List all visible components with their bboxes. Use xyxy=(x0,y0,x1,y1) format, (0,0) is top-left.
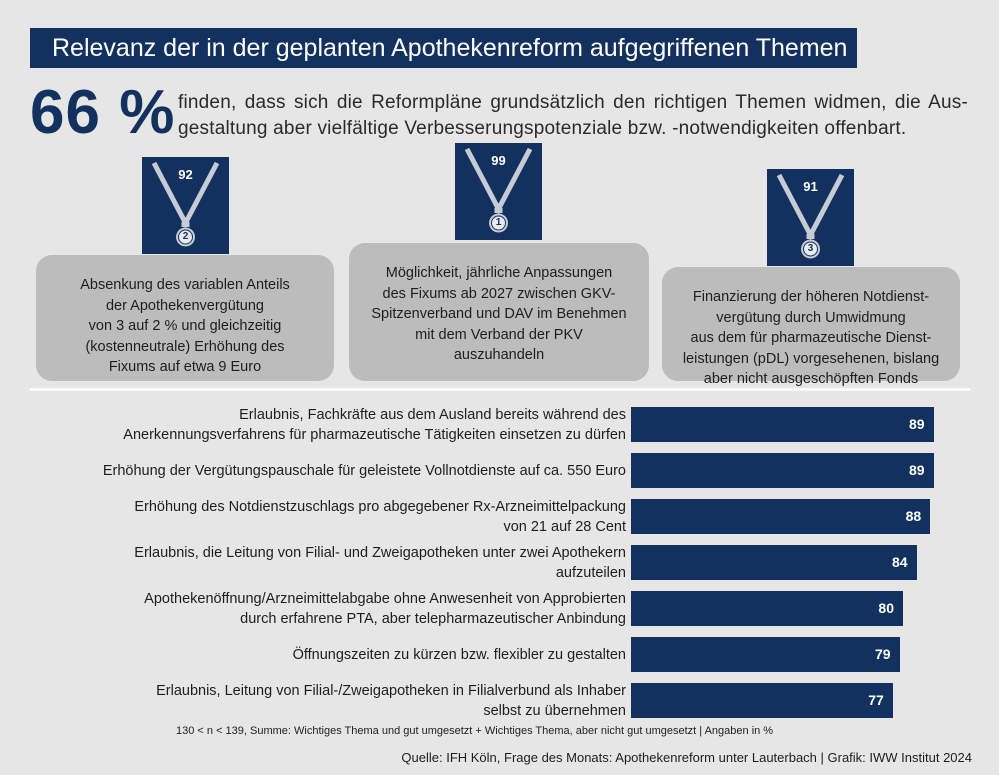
bar-label-line: Erlaubnis, Leitung von Filial-/Zweigapotheken in Filialverbund als Inhaber xyxy=(156,682,626,699)
card-text-line: aus dem für pharmazeutische Dienst- xyxy=(690,330,932,346)
ribbon-value: 99 xyxy=(491,153,506,168)
bar-label-line: selbst zu übernehmen xyxy=(483,702,626,719)
ribbon-value: 91 xyxy=(803,179,818,194)
bar xyxy=(631,545,917,580)
bar-label xyxy=(26,543,626,583)
bar-label xyxy=(26,645,626,665)
bar-label xyxy=(26,461,626,481)
bar-label xyxy=(26,681,626,721)
card-text-line: mit dem Verband der PKV xyxy=(415,326,583,343)
medal-rank: 3 xyxy=(807,243,814,254)
bar xyxy=(631,407,934,442)
card-text-line: des Fixums ab 2027 zwischen GKV- xyxy=(382,285,616,302)
bar-value: 89 xyxy=(909,462,925,478)
bar-label xyxy=(26,405,626,445)
bar-value: 79 xyxy=(875,646,891,662)
bar xyxy=(631,591,903,626)
bar-value: 80 xyxy=(878,600,894,616)
headline-value: 66 % xyxy=(30,78,176,147)
bar-value: 89 xyxy=(909,416,925,432)
bar-label-line: Erhöhung der Vergütungspauschale für geleistete Vollnotdienste auf ca. 550 Euro xyxy=(102,462,626,479)
podium-card-rank-1 xyxy=(349,243,649,381)
card-text-line: der Apothekenvergütung xyxy=(105,297,264,314)
ribbon-value: 92 xyxy=(178,167,193,182)
bar-value: 77 xyxy=(868,692,884,708)
card-text-line: leistungen (pDL) vorgesehenen, bislang xyxy=(682,350,940,367)
bar-label-line: aufzuteilen xyxy=(555,564,626,581)
card-text-line: Spitzenverband und DAV im Benehmen xyxy=(371,306,627,322)
ribbon-rank-1 xyxy=(455,143,542,240)
bar-label-line: Öffnungszeiten zu kürzen bzw. flexibler zu gestalten xyxy=(292,646,626,663)
bar-label xyxy=(26,497,626,537)
bar-label-line: Erlaubnis, Fachkräfte aus dem Ausland bereits während des xyxy=(239,406,626,423)
bar xyxy=(631,453,934,488)
bar xyxy=(631,683,893,718)
card-text-line: von 3 auf 2 % und gleichzeitig xyxy=(88,318,282,334)
ribbon-rank-2 xyxy=(142,157,229,254)
bar-label-line: Apothekenöffnung/Arzneimittelabgabe ohne Anwesenheit von Approbierten xyxy=(144,590,626,607)
medal-rank: 1 xyxy=(495,217,502,228)
bar-value: 88 xyxy=(905,508,922,524)
chart-title: Relevanz der in der geplanten Apothekenreform aufgegriffenen Themen xyxy=(30,28,857,68)
bar-value: 84 xyxy=(892,554,908,570)
podium-card-rank-3 xyxy=(662,267,960,387)
card-text-line: Absenkung des variablen Anteils xyxy=(80,277,290,293)
card-text-line: Möglichkeit, jährliche Anpassungen xyxy=(385,265,613,281)
medal-rank: 2 xyxy=(182,231,189,242)
bar-label-line: Erlaubnis, die Leitung von Filial- und Zweigapotheken unter zwei Apothekern xyxy=(134,544,626,561)
bar-label-line: von 21 auf 28 Cent xyxy=(503,518,626,535)
bar-label-line: Anerkennungsverfahrens für pharmazeutische Tätigkeiten einsetzen zu dürfen xyxy=(123,426,626,443)
bar xyxy=(631,499,930,534)
footnote: 130 < n < 139, Summe: Wichtiges Thema und gut umgesetzt + Wichtiges Thema, aber nicht gut umgesetzt | Angaben in % xyxy=(176,725,774,737)
card-text-line: aber nicht ausgeschöpften Fonds xyxy=(703,371,919,387)
card-text-line: Fixums auf etwa 9 Euro xyxy=(108,359,262,375)
bar-label xyxy=(26,589,626,629)
card-text-line: vergütung durch Umwidmung xyxy=(716,309,906,326)
separator xyxy=(30,388,970,391)
bar-label-line: durch erfahrene PTA, aber telepharmazeutischer Anbindung xyxy=(240,610,626,627)
card-text-line: auszuhandeln xyxy=(453,347,545,363)
headline-text: finden, dass sich die Reformpläne grundsätzlich den richtigen Themen widmen, die Aus-gestaltung aber vielfältige Verbesserungspotenziale bzw. -notwendigkeiten offenbart. xyxy=(178,92,968,139)
card-text-line: Finanzierung der höheren Notdienst- xyxy=(692,289,930,305)
card-text-line: (kostenneutrale) Erhöhung des xyxy=(85,338,285,355)
bar xyxy=(631,637,900,672)
bar-label-line: Erhöhung des Notdienstzuschlags pro abgegebener Rx-Arzneimittelpackung xyxy=(134,498,626,515)
ribbon-rank-3 xyxy=(767,169,854,266)
source: Quelle: IFH Köln, Frage des Monats: Apothekenreform unter Lauterbach | Grafik: IWW Institut 2024 xyxy=(401,750,972,765)
podium-card-rank-2 xyxy=(36,255,334,381)
